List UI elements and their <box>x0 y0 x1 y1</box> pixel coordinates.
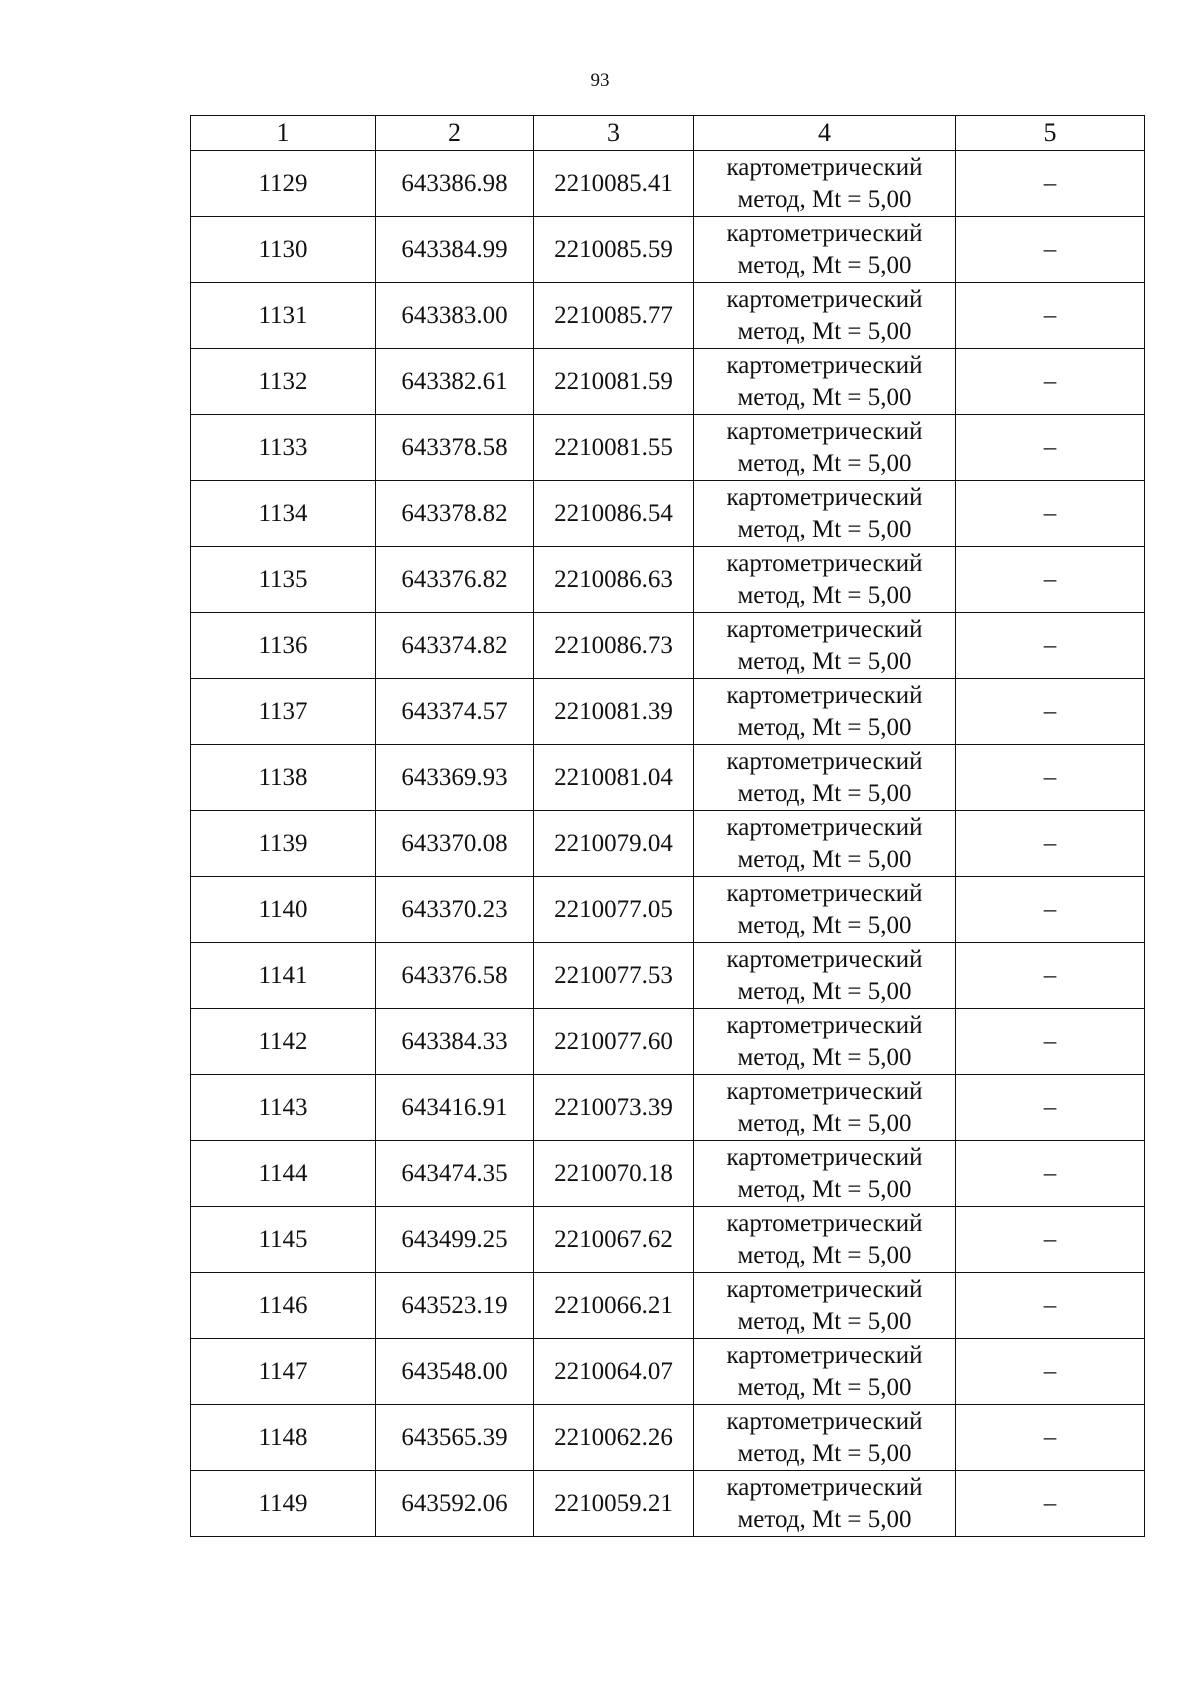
table-row <box>191 151 1145 217</box>
point-number-cell: 1145 <box>191 1207 376 1273</box>
method-cell <box>694 1273 956 1339</box>
point-number-cell: 1140 <box>191 877 376 943</box>
method-name: картометрический <box>726 1275 923 1303</box>
description-cell: – <box>956 811 1145 877</box>
x-coordinate-cell: 643376.58 <box>376 943 534 1009</box>
description-cell: – <box>956 1075 1145 1141</box>
method-name: картометрический <box>726 1209 923 1237</box>
description-cell: – <box>956 1339 1145 1405</box>
point-number-cell: 1147 <box>191 1339 376 1405</box>
column-header: 3 <box>534 116 694 151</box>
method-accuracy: метод, Mt = 5,00 <box>737 449 912 477</box>
point-number-cell: 1143 <box>191 1075 376 1141</box>
description-cell: – <box>956 877 1145 943</box>
method-accuracy: метод, Mt = 5,00 <box>737 581 912 609</box>
method-cell <box>694 679 956 745</box>
header-row <box>191 116 1145 151</box>
table-row <box>191 1009 1145 1075</box>
table-row <box>191 415 1145 481</box>
x-coordinate-cell: 643374.82 <box>376 613 534 679</box>
table-row <box>191 283 1145 349</box>
description-cell: – <box>956 943 1145 1009</box>
y-coordinate-cell: 2210086.63 <box>534 547 694 613</box>
description-cell: – <box>956 679 1145 745</box>
description-cell: – <box>956 547 1145 613</box>
x-coordinate-cell: 643523.19 <box>376 1273 534 1339</box>
method-name: картометрический <box>726 1077 923 1105</box>
method-name: картометрический <box>726 1407 923 1435</box>
y-coordinate-cell: 2210066.21 <box>534 1273 694 1339</box>
point-number-cell: 1133 <box>191 415 376 481</box>
y-coordinate-cell: 2210073.39 <box>534 1075 694 1141</box>
point-number-cell: 1129 <box>191 151 376 217</box>
table-row <box>191 1141 1145 1207</box>
y-coordinate-cell: 2210067.62 <box>534 1207 694 1273</box>
y-coordinate-cell: 2210062.26 <box>534 1405 694 1471</box>
method-cell <box>694 1141 956 1207</box>
point-number-cell: 1149 <box>191 1471 376 1537</box>
point-number-cell: 1141 <box>191 943 376 1009</box>
table-row <box>191 1273 1145 1339</box>
method-name: картометрический <box>726 615 923 643</box>
x-coordinate-cell: 643474.35 <box>376 1141 534 1207</box>
point-number-cell: 1148 <box>191 1405 376 1471</box>
method-name: картометрический <box>726 153 923 181</box>
description-cell: – <box>956 613 1145 679</box>
method-cell <box>694 811 956 877</box>
method-name: картометрический <box>726 351 923 379</box>
method-cell <box>694 415 956 481</box>
table-row <box>191 943 1145 1009</box>
method-cell <box>694 481 956 547</box>
table-row <box>191 1471 1145 1537</box>
method-accuracy: метод, Mt = 5,00 <box>737 1241 912 1269</box>
method-name: картометрический <box>726 417 923 445</box>
description-cell: – <box>956 1273 1145 1339</box>
method-accuracy: метод, Mt = 5,00 <box>737 1043 912 1071</box>
method-name: картометрический <box>726 1011 923 1039</box>
description-cell: – <box>956 1207 1145 1273</box>
y-coordinate-cell: 2210085.59 <box>534 217 694 283</box>
y-coordinate-cell: 2210081.59 <box>534 349 694 415</box>
x-coordinate-cell: 643374.57 <box>376 679 534 745</box>
table-row <box>191 349 1145 415</box>
method-accuracy: метод, Mt = 5,00 <box>737 185 912 213</box>
table-row <box>191 217 1145 283</box>
y-coordinate-cell: 2210079.04 <box>534 811 694 877</box>
method-cell <box>694 283 956 349</box>
method-name: картометрический <box>726 879 923 907</box>
table-row <box>191 613 1145 679</box>
method-accuracy: метод, Mt = 5,00 <box>737 251 912 279</box>
description-cell: – <box>956 745 1145 811</box>
x-coordinate-cell: 643565.39 <box>376 1405 534 1471</box>
method-name: картометрический <box>726 747 923 775</box>
method-accuracy: метод, Mt = 5,00 <box>737 1505 912 1533</box>
method-name: картометрический <box>726 219 923 247</box>
column-header: 5 <box>956 116 1145 151</box>
method-cell <box>694 613 956 679</box>
table-row <box>191 1075 1145 1141</box>
table-row <box>191 811 1145 877</box>
method-cell <box>694 1009 956 1075</box>
point-number-cell: 1139 <box>191 811 376 877</box>
page-number: 93 <box>590 70 610 91</box>
method-cell <box>694 745 956 811</box>
method-accuracy: метод, Mt = 5,00 <box>737 383 912 411</box>
method-cell <box>694 217 956 283</box>
table-header <box>191 116 1145 151</box>
method-accuracy: метод, Mt = 5,00 <box>737 1307 912 1335</box>
table-row <box>191 679 1145 745</box>
point-number-cell: 1142 <box>191 1009 376 1075</box>
method-cell <box>694 1207 956 1273</box>
x-coordinate-cell: 643386.98 <box>376 151 534 217</box>
x-coordinate-cell: 643499.25 <box>376 1207 534 1273</box>
point-number-cell: 1146 <box>191 1273 376 1339</box>
method-name: картометрический <box>726 1143 923 1171</box>
y-coordinate-cell: 2210070.18 <box>534 1141 694 1207</box>
description-cell: – <box>956 1141 1145 1207</box>
method-accuracy: метод, Mt = 5,00 <box>737 1439 912 1467</box>
x-coordinate-cell: 643382.61 <box>376 349 534 415</box>
method-accuracy: метод, Mt = 5,00 <box>737 779 912 807</box>
y-coordinate-cell: 2210077.05 <box>534 877 694 943</box>
method-name: картометрический <box>726 813 923 841</box>
table-row <box>191 481 1145 547</box>
x-coordinate-cell: 643369.93 <box>376 745 534 811</box>
description-cell: – <box>956 481 1145 547</box>
method-name: картометрический <box>726 1341 923 1369</box>
description-cell: – <box>956 1471 1145 1537</box>
method-name: картометрический <box>726 1473 923 1501</box>
table-row <box>191 745 1145 811</box>
point-number-cell: 1131 <box>191 283 376 349</box>
y-coordinate-cell: 2210085.77 <box>534 283 694 349</box>
point-number-cell: 1130 <box>191 217 376 283</box>
point-number-cell: 1136 <box>191 613 376 679</box>
x-coordinate-cell: 643383.00 <box>376 283 534 349</box>
table-row <box>191 1405 1145 1471</box>
column-header: 2 <box>376 116 534 151</box>
y-coordinate-cell: 2210081.55 <box>534 415 694 481</box>
description-cell: – <box>956 415 1145 481</box>
table-body <box>191 151 1145 1537</box>
method-name: картометрический <box>726 549 923 577</box>
method-name: картометрический <box>726 945 923 973</box>
y-coordinate-cell: 2210059.21 <box>534 1471 694 1537</box>
method-accuracy: метод, Mt = 5,00 <box>737 713 912 741</box>
method-name: картометрический <box>726 483 923 511</box>
description-cell: – <box>956 283 1145 349</box>
x-coordinate-cell: 643370.08 <box>376 811 534 877</box>
y-coordinate-cell: 2210085.41 <box>534 151 694 217</box>
point-number-cell: 1144 <box>191 1141 376 1207</box>
method-cell <box>694 877 956 943</box>
y-coordinate-cell: 2210086.54 <box>534 481 694 547</box>
point-number-cell: 1135 <box>191 547 376 613</box>
method-accuracy: метод, Mt = 5,00 <box>737 1175 912 1203</box>
description-cell: – <box>956 151 1145 217</box>
method-name: картометрический <box>726 681 923 709</box>
method-cell <box>694 1405 956 1471</box>
x-coordinate-cell: 643384.33 <box>376 1009 534 1075</box>
method-accuracy: метод, Mt = 5,00 <box>737 977 912 1005</box>
x-coordinate-cell: 643370.23 <box>376 877 534 943</box>
description-cell: – <box>956 1405 1145 1471</box>
table-row <box>191 1207 1145 1273</box>
x-coordinate-cell: 643548.00 <box>376 1339 534 1405</box>
method-accuracy: метод, Mt = 5,00 <box>737 515 912 543</box>
description-cell: – <box>956 217 1145 283</box>
table-row <box>191 547 1145 613</box>
method-cell <box>694 151 956 217</box>
point-number-cell: 1138 <box>191 745 376 811</box>
method-cell <box>694 1075 956 1141</box>
method-name: картометрический <box>726 285 923 313</box>
column-header: 1 <box>191 116 376 151</box>
y-coordinate-cell: 2210081.04 <box>534 745 694 811</box>
coordinates-table <box>190 115 1145 1537</box>
method-accuracy: метод, Mt = 5,00 <box>737 911 912 939</box>
x-coordinate-cell: 643384.99 <box>376 217 534 283</box>
method-accuracy: метод, Mt = 5,00 <box>737 1373 912 1401</box>
x-coordinate-cell: 643378.58 <box>376 415 534 481</box>
method-cell <box>694 1471 956 1537</box>
method-cell <box>694 349 956 415</box>
method-accuracy: метод, Mt = 5,00 <box>737 1109 912 1137</box>
x-coordinate-cell: 643376.82 <box>376 547 534 613</box>
y-coordinate-cell: 2210081.39 <box>534 679 694 745</box>
method-accuracy: метод, Mt = 5,00 <box>737 845 912 873</box>
x-coordinate-cell: 643592.06 <box>376 1471 534 1537</box>
y-coordinate-cell: 2210077.53 <box>534 943 694 1009</box>
point-number-cell: 1132 <box>191 349 376 415</box>
method-cell <box>694 1339 956 1405</box>
method-cell <box>694 547 956 613</box>
y-coordinate-cell: 2210064.07 <box>534 1339 694 1405</box>
table-row <box>191 877 1145 943</box>
point-number-cell: 1137 <box>191 679 376 745</box>
x-coordinate-cell: 643416.91 <box>376 1075 534 1141</box>
description-cell: – <box>956 349 1145 415</box>
description-cell: – <box>956 1009 1145 1075</box>
column-header: 4 <box>694 116 956 151</box>
y-coordinate-cell: 2210086.73 <box>534 613 694 679</box>
method-cell <box>694 943 956 1009</box>
y-coordinate-cell: 2210077.60 <box>534 1009 694 1075</box>
x-coordinate-cell: 643378.82 <box>376 481 534 547</box>
method-accuracy: метод, Mt = 5,00 <box>737 647 912 675</box>
point-number-cell: 1134 <box>191 481 376 547</box>
method-accuracy: метод, Mt = 5,00 <box>737 317 912 345</box>
table-row <box>191 1339 1145 1405</box>
